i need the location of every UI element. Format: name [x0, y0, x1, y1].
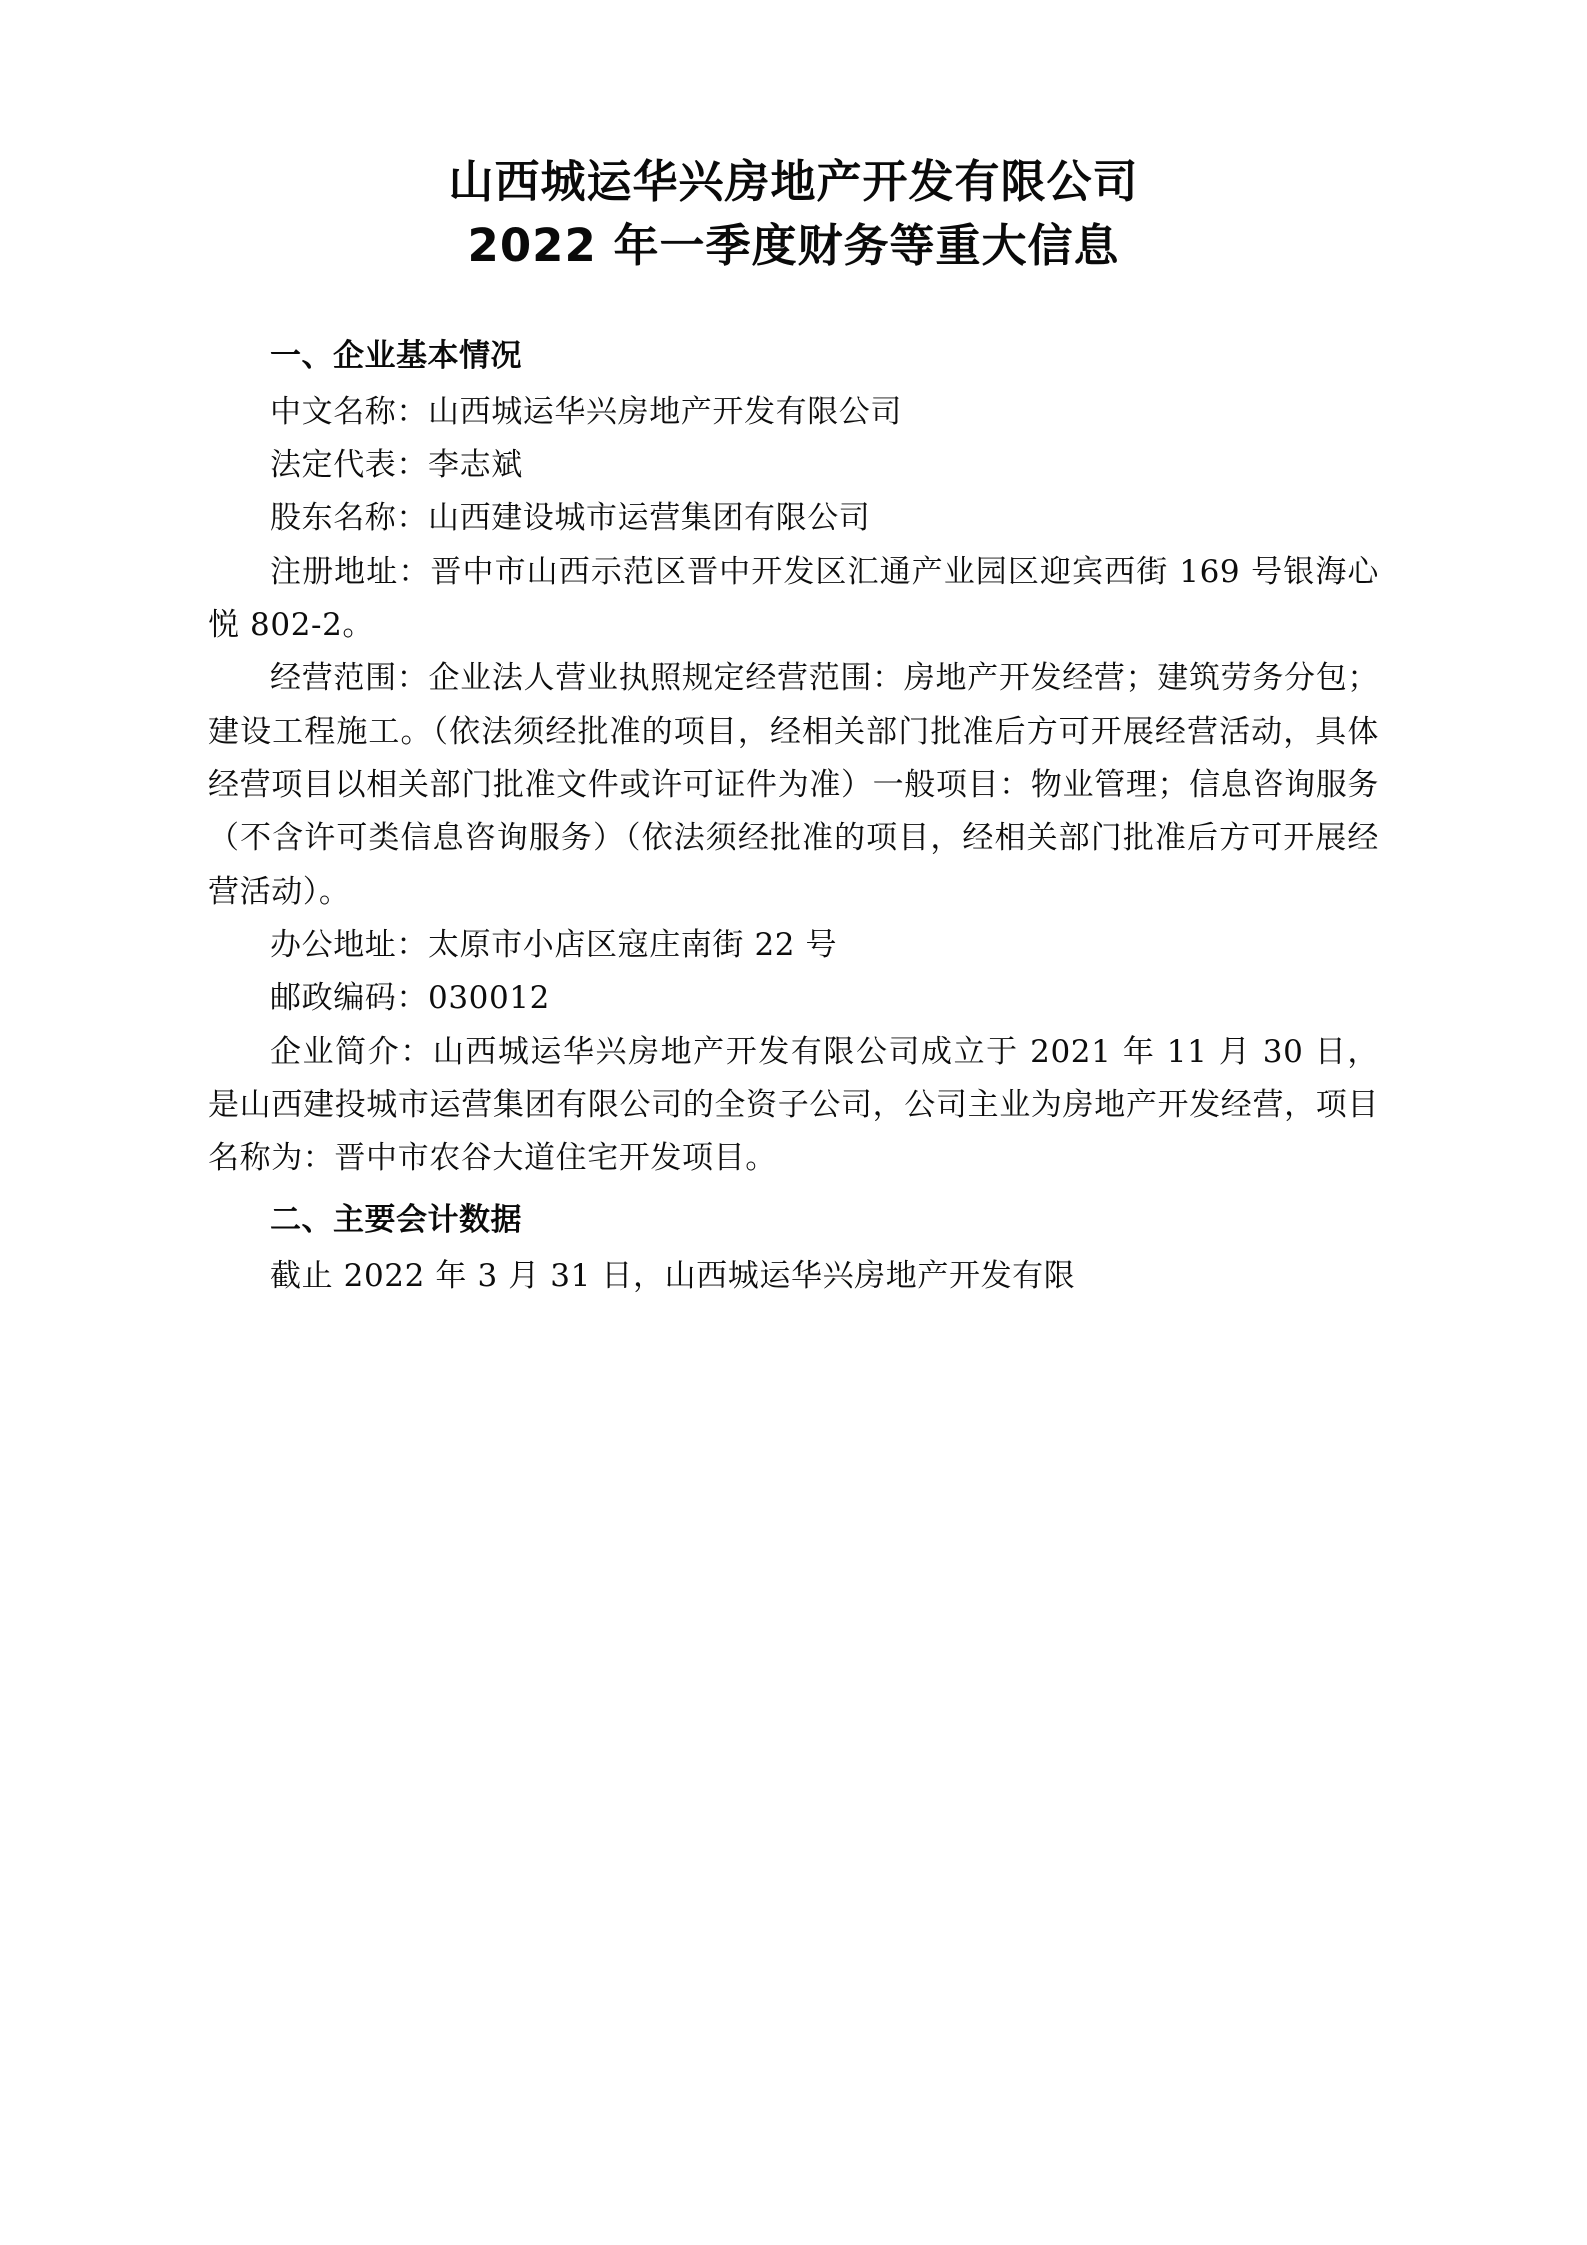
paragraph-registered-address: 注册地址：晋中市山西示范区晋中开发区汇通产业园区迎宾西街 169 号银海心悦 802-2。: [208, 553, 1379, 644]
paragraph-postal-code: 邮政编码：030012: [270, 980, 550, 1017]
paragraph-business-scope: 经营范围：企业法人营业执照规定经营范围：房地产开发经营；建筑劳务分包；建设工程施工。（依法须经批准的项目，经相关部门批准后方可开展经营活动，具体经营项目以相关部门批准文件或许可证件为准）一般项目：物业管理；信息咨询服务（不含许可类信息咨询服务）（依法须经批准的项目，经相关部门批准后方可开展经营活动）。: [208, 660, 1379, 910]
paragraph-chinese-name: 中文名称：山西城运华兴房地产开发有限公司: [270, 393, 902, 430]
paragraph-company-profile: 企业简介：山西城运华兴房地产开发有限公司成立于 2021 年 11 月 30 日，是山西建投城市运营集团有限公司的全资子公司，公司主业为房地产开发经营，项目名称为：晋中市农谷大道住宅开发项目。: [208, 1033, 1379, 1177]
paragraph-accounting-data-intro: 截止 2022 年 3 月 31 日，山西城运华兴房地产开发有限: [270, 1257, 1076, 1294]
paragraph-shareholder-name: 股东名称：山西建设城市运营集团有限公司: [270, 500, 871, 537]
title-line-1: 山西城运华兴房地产开发有限公司: [448, 155, 1139, 208]
paragraph-legal-representative: 法定代表：李志斌: [270, 447, 523, 484]
paragraph-office-address: 办公地址：太原市小店区寇庄南街 22 号: [270, 926, 838, 963]
page-title: [208, 150, 1379, 278]
title-line-2: 2022 年一季度财务等重大信息: [467, 218, 1120, 272]
section-heading-accounting-data: 二、主要会计数据: [270, 1201, 522, 1238]
section-heading-company-overview: 一、企业基本情况: [270, 337, 522, 374]
